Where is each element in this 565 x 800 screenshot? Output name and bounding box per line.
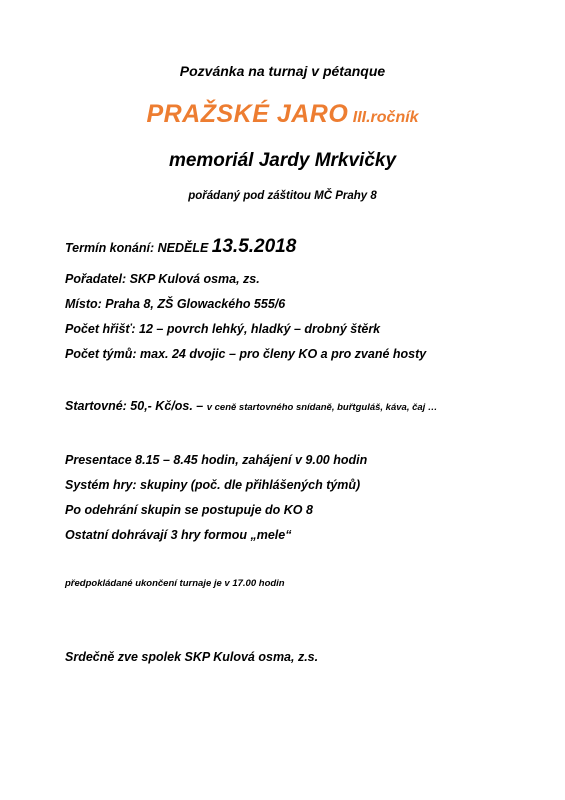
advance-line: Po odehrání skupin se postupuje do KO 8 xyxy=(65,503,313,517)
date-value: 13.5.2018 xyxy=(211,236,297,257)
courts-line: Počet hřišť: 12 – povrch lehký, hladký – drobný štěrk xyxy=(65,322,381,336)
date-line xyxy=(65,236,296,258)
closing-invite: Srdečně zve spolek SKP Kulová osma, z.s. xyxy=(65,650,319,664)
memorial-heading: memoriál Jardy Mrkvičky xyxy=(168,150,397,171)
others-line: Ostatní dohrávají 3 hry formou „mele“ xyxy=(65,528,292,542)
venue-line: Místo: Praha 8, ZŠ Glowackého 555/6 xyxy=(65,297,286,311)
presentation-line: Presentace 8.15 – 8.45 hodin, zahájení v 9.00 hodin xyxy=(65,453,368,467)
end-time-note: předpokládané ukončení turnaje je v 17.00 hodin xyxy=(65,578,285,589)
system-line: Systém hry: skupiny (poč. dle přihlášených týmů) xyxy=(65,478,361,492)
organizer-line: Pořadatel: SKP Kulová osma, zs. xyxy=(65,272,260,286)
tournament-name: PRAŽSKÉ JARO xyxy=(146,100,349,128)
teams-line: Počet týmů: max. 24 dvojic – pro členy KO a pro zvané hosty xyxy=(65,347,427,361)
fee-note: v ceně startovného snídaně, buřtguláš, káva, čaj … xyxy=(206,402,438,413)
tournament-edition: III.ročník xyxy=(352,109,419,126)
fee-label: Startovné: 50,- Kč/os. – xyxy=(65,399,207,413)
fee-line xyxy=(65,399,437,413)
patronage-line: pořádaný pod záštitou MČ Prahy 8 xyxy=(188,190,377,202)
date-label: Termín konání: NEDĚLE xyxy=(65,241,212,255)
tournament-title xyxy=(0,100,565,129)
invitation-heading: Pozvánka na turnaj v pétanque xyxy=(179,63,386,79)
